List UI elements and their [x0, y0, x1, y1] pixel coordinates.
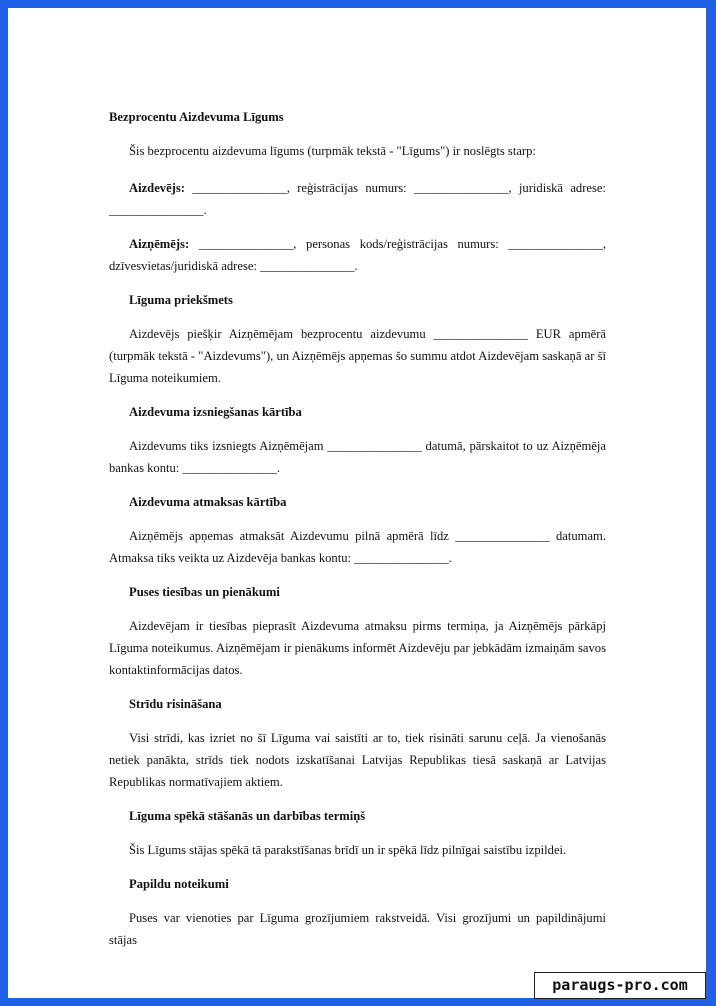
section-heading-rights: Puses tiesības un pienākumi [129, 585, 280, 599]
section-text-disputes: Visi strīdi, kas izriet no šī Līguma vai saistīti ar to, tiek risināti sarunu ceļā. Ja vienošanās netiek panākta, strīds tiek nodots izskatīšanai Latvijas Republikas tiesā saskaņā ar Latvijas Republikas normatīvajiem aktiem. [109, 731, 606, 789]
section-heading-disputes: Strīdu risināšana [129, 697, 222, 711]
watermark-badge: paraugs-pro.com [534, 972, 706, 999]
document-title: Bezprocentu Aizdevuma Līgums [109, 110, 284, 124]
section-text-validity: Šis Līgums stājas spēkā tā parakstīšanas brīdī un ir spēkā līdz pilnīgai saistību izpildei. [129, 843, 567, 857]
section-heading-repayment: Aizdevuma atmaksas kārtība [129, 495, 287, 509]
section-text-rights: Aizdevējam ir tiesības pieprasīt Aizdevuma atmaksu pirms termiņa, ja Aizņēmējs pārkāpj Līguma noteikumus. Aizņēmējam ir pienākums informēt Aizdevēju par jebkādām izmaiņām savos kontaktinformācijas datos. [109, 619, 606, 677]
lender-details: _______________, reģistrācijas numurs: _______________, juridiskā adrese: _______________. [109, 181, 606, 217]
section-text-repayment: Aizņēmējs apņemas atmaksāt Aizdevumu pilnā apmērā līdz _______________ datumam. Atmaksa tiks veikta uz Aizdevēja bankas kontu: _______________. [109, 529, 606, 565]
section-heading-issuance: Aizdevuma izsniegšanas kārtība [129, 405, 302, 419]
section-heading-subject: Līguma priekšmets [129, 293, 233, 307]
lender-paragraph [109, 177, 606, 221]
intro-paragraph: Šis bezprocentu aizdevuma līgums (turpmāk tekstā - "Līgums") ir noslēgts starp: [129, 144, 536, 158]
document-body [109, 106, 606, 963]
borrower-details: _______________, personas kods/reģistrācijas numurs: _______________, dzīvesvietas/juridiskā adrese: _______________. [109, 237, 606, 273]
section-text-issuance: Aizdevums tiks izsniegts Aizņēmējam _______________ datumā, pārskaitot to uz Aizņēmēja bankas kontu: _______________. [109, 439, 606, 475]
section-heading-validity: Līguma spēkā stāšanās un darbības termiņš [129, 809, 366, 823]
borrower-paragraph [109, 233, 606, 277]
section-heading-additional: Papildu noteikumi [129, 877, 229, 891]
borrower-label: Aizņēmējs: [129, 237, 190, 251]
document-page [8, 8, 706, 998]
section-text-additional: Puses var vienoties par Līguma grozījumiem rakstveidā. Visi grozījumi un papildinājumi stājas [109, 911, 606, 947]
lender-label: Aizdevējs: [129, 181, 185, 195]
section-text-subject: Aizdevējs piešķir Aizņēmējam bezprocentu aizdevumu _______________ EUR apmērā (turpmāk tekstā - "Aizdevums"), un Aizņēmējs apņemas šo summu atdot Aizdevējam saskaņā ar šī Līguma noteikumiem. [109, 327, 606, 385]
